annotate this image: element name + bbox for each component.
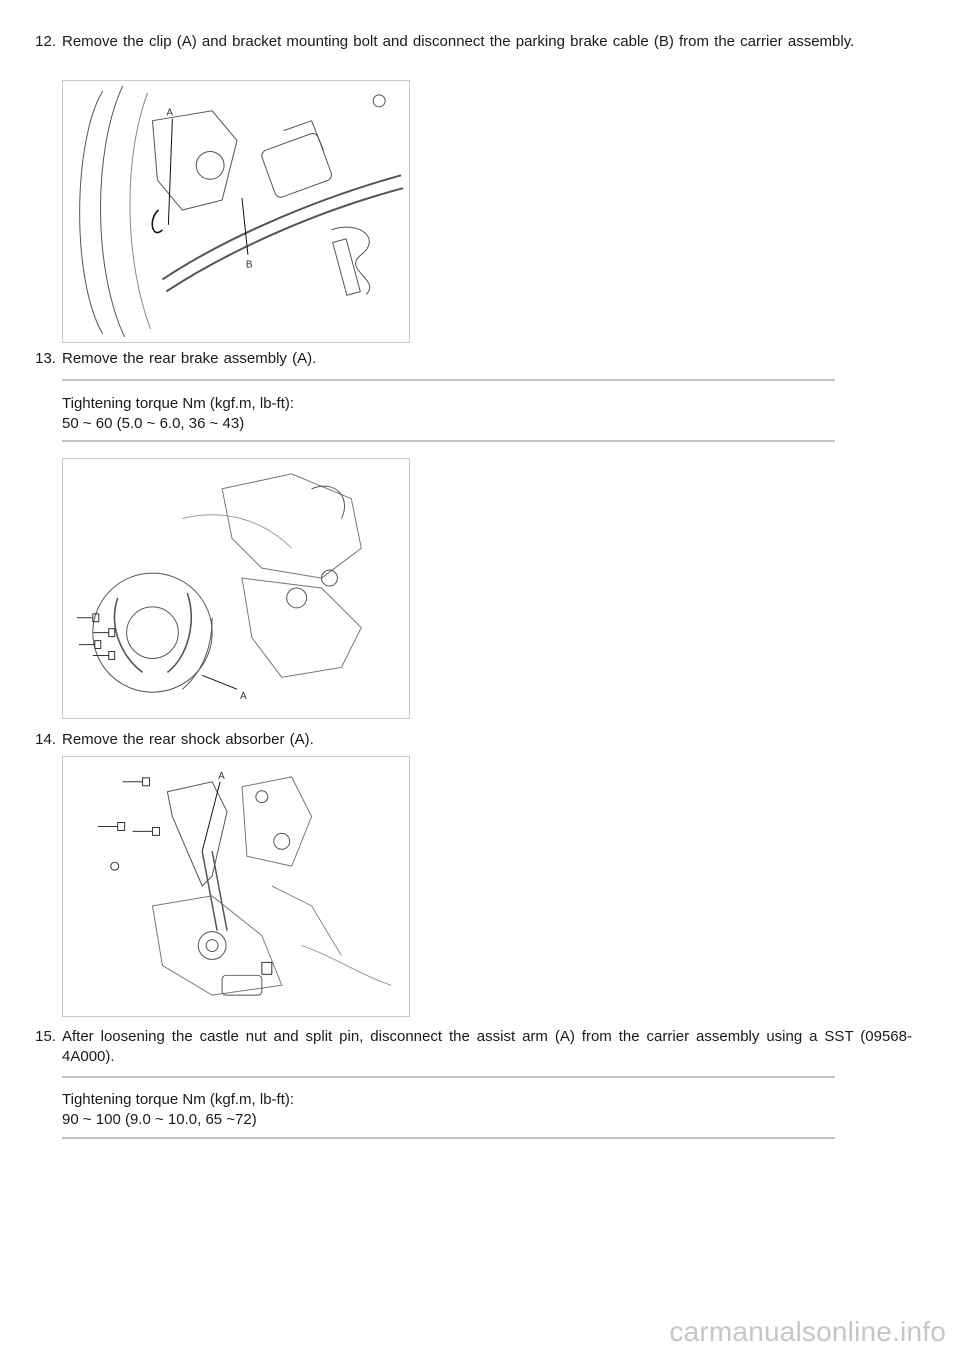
watermark: carmanualsonline.info xyxy=(669,1316,946,1347)
step-text: Remove the rear brake assembly (A). xyxy=(62,350,317,367)
step-number: 12. xyxy=(35,33,56,50)
torque-rule-top xyxy=(62,1076,835,1078)
step-text: After loosening the castle nut and split pin, disconnect the assist arm (A) from the carrier assembly using a SST (09568-4A000). xyxy=(62,1028,912,1065)
torque-rule-bottom xyxy=(62,1137,835,1139)
torque-value: 90 ~ 100 (9.0 ~ 10.0, 65 ~72) xyxy=(62,1111,257,1128)
rear-brake-assembly-illustration xyxy=(62,458,410,719)
rear-shock-absorber-illustration xyxy=(62,756,410,1017)
torque-rule-top xyxy=(62,379,835,381)
torque-heading: Tightening torque Nm (kgf.m, lb-ft): xyxy=(62,395,295,412)
figure-label-b: B xyxy=(245,259,253,271)
figure-label-a: A xyxy=(218,770,225,782)
figure-label-a: A xyxy=(239,691,247,703)
figure-label-a: A xyxy=(166,107,174,119)
parking-brake-cable-illustration xyxy=(62,80,410,343)
step-number: 13. xyxy=(35,350,56,367)
step-text: Remove the rear shock absorber (A). xyxy=(62,731,314,748)
torque-heading: Tightening torque Nm (kgf.m, lb-ft): xyxy=(62,1091,295,1108)
step-number: 15. xyxy=(35,1028,56,1045)
step-text: Remove the clip (A) and bracket mounting bolt and disconnect the parking brake cable (B) from the carrier assembly. xyxy=(62,33,855,50)
torque-value: 50 ~ 60 (5.0 ~ 6.0, 36 ~ 43) xyxy=(62,415,245,432)
torque-rule-bottom xyxy=(62,440,835,442)
step-number: 14. xyxy=(35,731,56,748)
